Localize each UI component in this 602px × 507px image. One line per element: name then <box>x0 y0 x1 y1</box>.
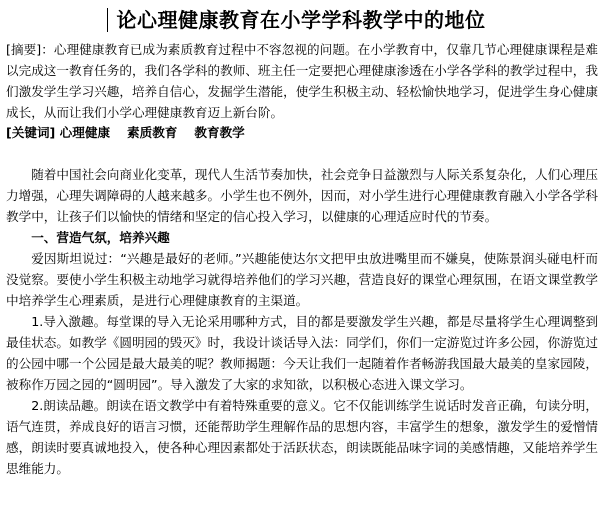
paragraph-einstein: 爱因斯坦说过：“兴趣是最好的老师。”兴趣能使达尔文把甲虫放进嘴里而不嫌臭，使陈景润头碰电杆而没觉察。要使小学生积极主动地学习就得培养他们的学习兴趣，营造良好的课堂心理氛围，在语文课堂教学中培养学生心理素质，是进行心理健康教育的主渠道。 <box>6 251 598 308</box>
section-heading: 一、营造气氛，培养兴趣 <box>31 230 170 245</box>
paragraph-reading: 2.朗读品趣。朗读在语文教学中有着特殊重要的意义。它不仅能训练学生说话时发音正确，句读分明，语气连贯，养成良好的语言习惯，还能帮助学生理解作品的思想内容，丰富学生的想象，激发学生的爱憎情感，朗读时要真诚地投入，使各种心理因素都处于活跃状态，朗读既能品味字词的美感情趣，又能培养学生思维能力。 <box>6 398 598 476</box>
document-body <box>6 164 598 479</box>
paragraph-lead-in: 1.导入激趣。每堂课的导入无论采用哪种方式，目的都是要激发学生兴趣，都是尽量将学生心理调整到最佳状态。如教学《圆明园的毁灭》时，我设计谈话导入法：同学们，你们一定游览过许多公园，你游览过的公园中哪一个公园是最大最美的呢？教师揭题：今天让我们一起随着作者畅游我国最大最美的皇家园陵，被称作万园之园的“圆明园”。导入激发了大家的求知欲，以积极心态进入课文学习。 <box>6 314 598 392</box>
paragraph-intro: 随着中国社会向商业化变革，现代人生活节奏加快，社会竞争日益激烈与人际关系复杂化，人们心理压力增强，心理失调障碍的人越来越多。小学生也不例外，因而，对小学生进行心理健康教育融入小学各学科教学中，让孩子们以愉快的情绪和坚定的信心投入学习，以健康的心理适应时代的节奏。 <box>6 167 598 224</box>
keywords: [关键词] 心理健康 素质教育 教育教学 <box>6 125 245 140</box>
abstract: [摘要]：心理健康教育已成为素质教育过程中不容忽视的问题。在小学教育中，仅靠几节心理健康课程是难以完成这一教育任务的，我们各学科的教师、班主任一定要把心理健康渗透在小学各学科的教学过程中，我们激发学生学习兴趣，培养自信心，发掘学生潜能，使学生积极主动、轻松愉快地学习，促进学生身心健康成长，从而让我们小学心理健康教育迈上新台阶。 <box>6 42 598 120</box>
document-title: 论心理健康教育在小学学科教学中的地位 <box>116 8 486 32</box>
text-cursor <box>107 8 108 32</box>
